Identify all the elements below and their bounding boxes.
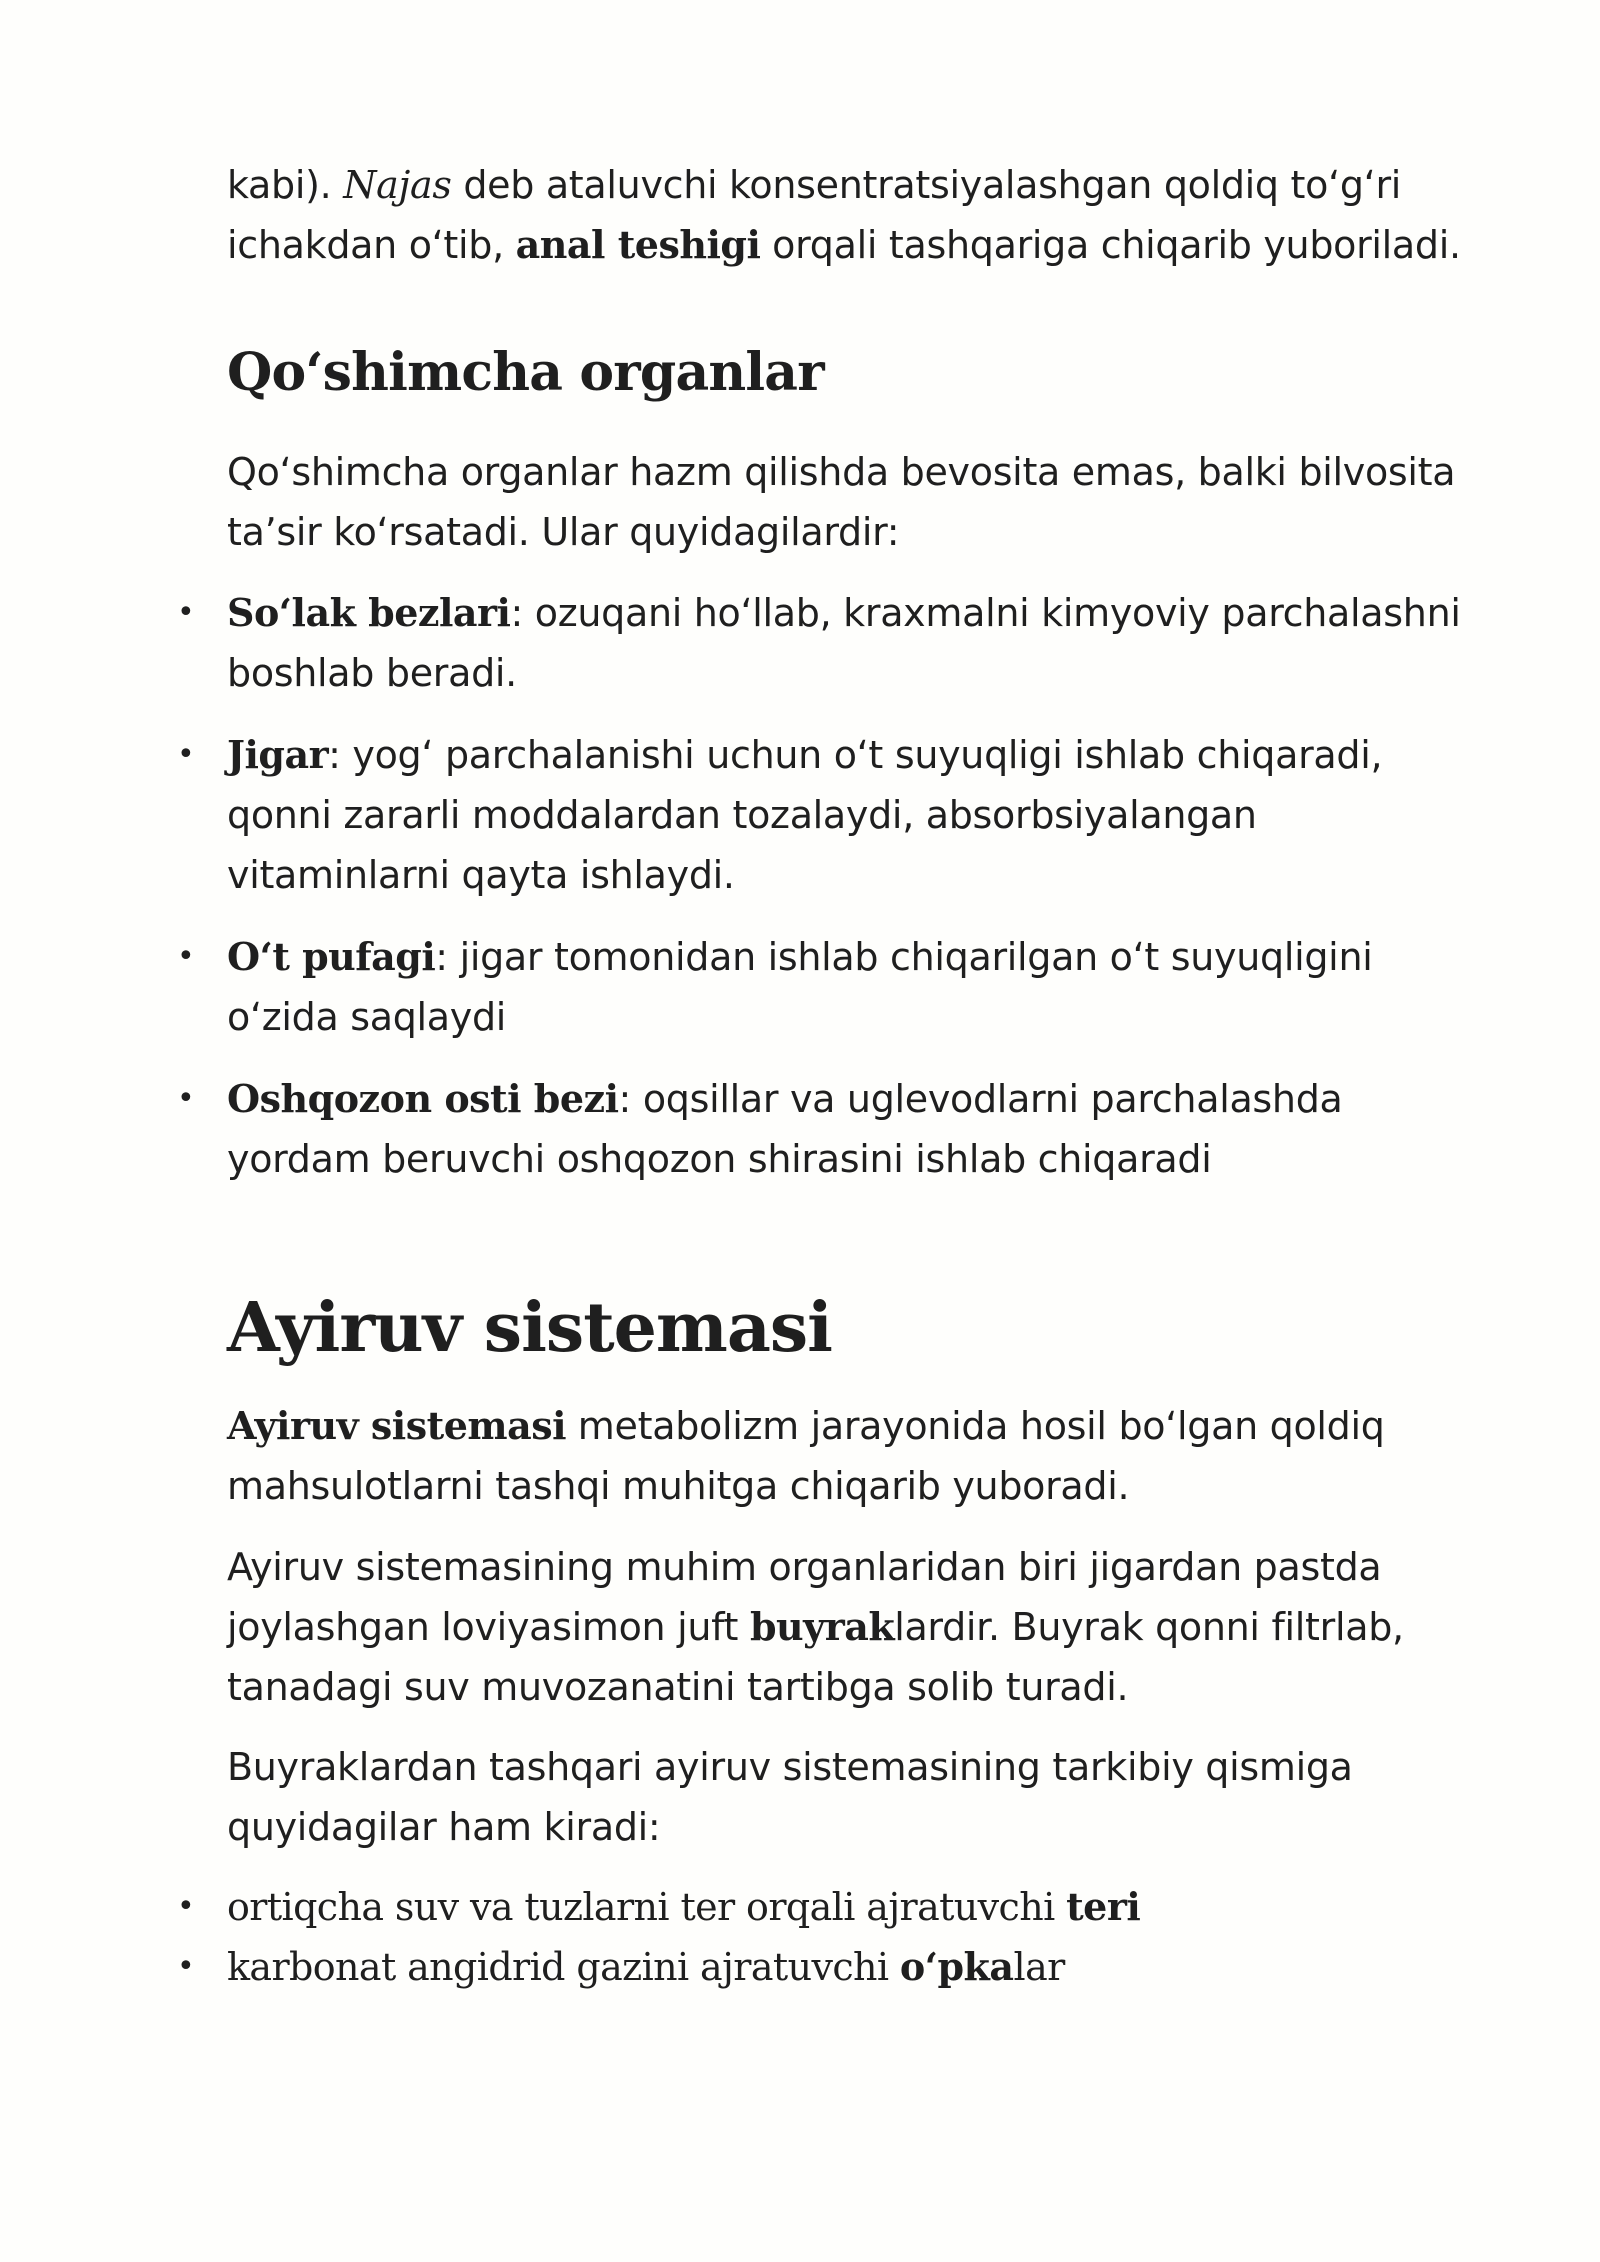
ayiruv-paragraph-2: [227, 1537, 1487, 1717]
list-item: [177, 1069, 1487, 1189]
intro-text-1: kabi).: [227, 163, 344, 207]
buyrak-term: buyrak: [749, 1604, 895, 1649]
qoshimcha-paragraph: Qo‘shimcha organlar hazm qilishda bevosita emas, balki bilvosita ta’sir ko‘rsatadi. Ular quyidagilardir:: [227, 450, 1456, 554]
list-item-term: O‘t pufagi: [227, 934, 436, 979]
list-item-text: : jigar tomonidan ishlab chiqarilgan o‘t suyuqligini o‘zida saqlaydi: [227, 935, 1373, 1039]
ayiruv-paragraph-3: Buyraklardan tashqari ayiruv sistemasining tarkibiy qismiga quyidagilar ham kiradi:: [227, 1745, 1353, 1849]
anal-teshigi-term: anal teshigi: [515, 222, 761, 267]
bullet-icon: •: [177, 939, 195, 974]
ayiruv-text: Ayiruv sistemasining muhim organlaridan biri jigardan pastda joylashgan loviyasimon juft: [227, 1545, 1382, 1649]
section-heading-qoshimcha: Qo‘shimcha organlar: [227, 342, 824, 403]
list-item-text: karbonat angidrid gazini ajratuvchi: [227, 1945, 900, 1989]
list-item-term: So‘lak bezlari: [227, 590, 511, 635]
list-item: [177, 583, 1487, 703]
list-item-term: Oshqozon osti bezi: [227, 1076, 619, 1121]
list-item-term: Jigar: [227, 732, 329, 777]
ayiruv-text: lardir. Buyrak qonni filtrlab, tanadagi suv muvozanatini tartibga solib turadi.: [227, 1605, 1404, 1709]
list-item: [177, 927, 1487, 1047]
bullet-icon: •: [177, 1949, 195, 1984]
excretory-organs-list: [177, 1877, 1487, 1997]
opka-term: o‘pka: [899, 1944, 1014, 1989]
list-item: [177, 725, 1487, 905]
list-item: [177, 1877, 1487, 1937]
list-item-text: ortiqcha suv va tuzlarni ter orqali ajratuvchi: [227, 1885, 1067, 1929]
list-item-text: : yog‘ parchalanishi uchun o‘t suyuqligi ishlab chiqaradi, qonni zararli moddalardan tozalaydi, absorbsiyalangan vitaminlarni qayta ishlaydi.: [227, 733, 1383, 897]
list-item-text: : oqsillar va uglevodlarni parchalashda yordam beruvchi oshqozon shirasini ishlab chiqaradi: [227, 1077, 1343, 1181]
ayiruv-text: metabolizm jarayonida hosil bo‘lgan qoldiq mahsulotlarni tashqi muhitga chiqarib yuboradi.: [227, 1404, 1385, 1508]
section-heading-ayiruv: Ayiruv sistemasi: [227, 1288, 832, 1368]
ayiruv-paragraph-1: [227, 1396, 1487, 1516]
bullet-icon: •: [177, 1081, 195, 1116]
intro-text-2: deb ataluvchi konsentratsiyalashgan qoldiq to‘g‘ri ichakdan o‘tib,: [227, 163, 1402, 267]
najas-term: Najas: [343, 163, 452, 207]
teri-term: teri: [1066, 1884, 1141, 1929]
bullet-icon: •: [177, 595, 195, 630]
list-item-text: : ozuqani ho‘llab, kraxmalni kimyoviy parchalashni boshlab beradi.: [227, 591, 1461, 695]
list-item-text: lar: [1013, 1945, 1065, 1989]
list-item: [177, 1937, 1487, 1997]
bullet-icon: •: [177, 1889, 195, 1924]
intro-paragraph: [227, 155, 1487, 275]
intro-text-3: orqali tashqariga chiqarib yuboriladi.: [760, 223, 1461, 267]
ayiruv-term: Ayiruv sistemasi: [227, 1403, 567, 1448]
bullet-icon: •: [177, 737, 195, 772]
accessory-organs-list: [177, 583, 1487, 1211]
